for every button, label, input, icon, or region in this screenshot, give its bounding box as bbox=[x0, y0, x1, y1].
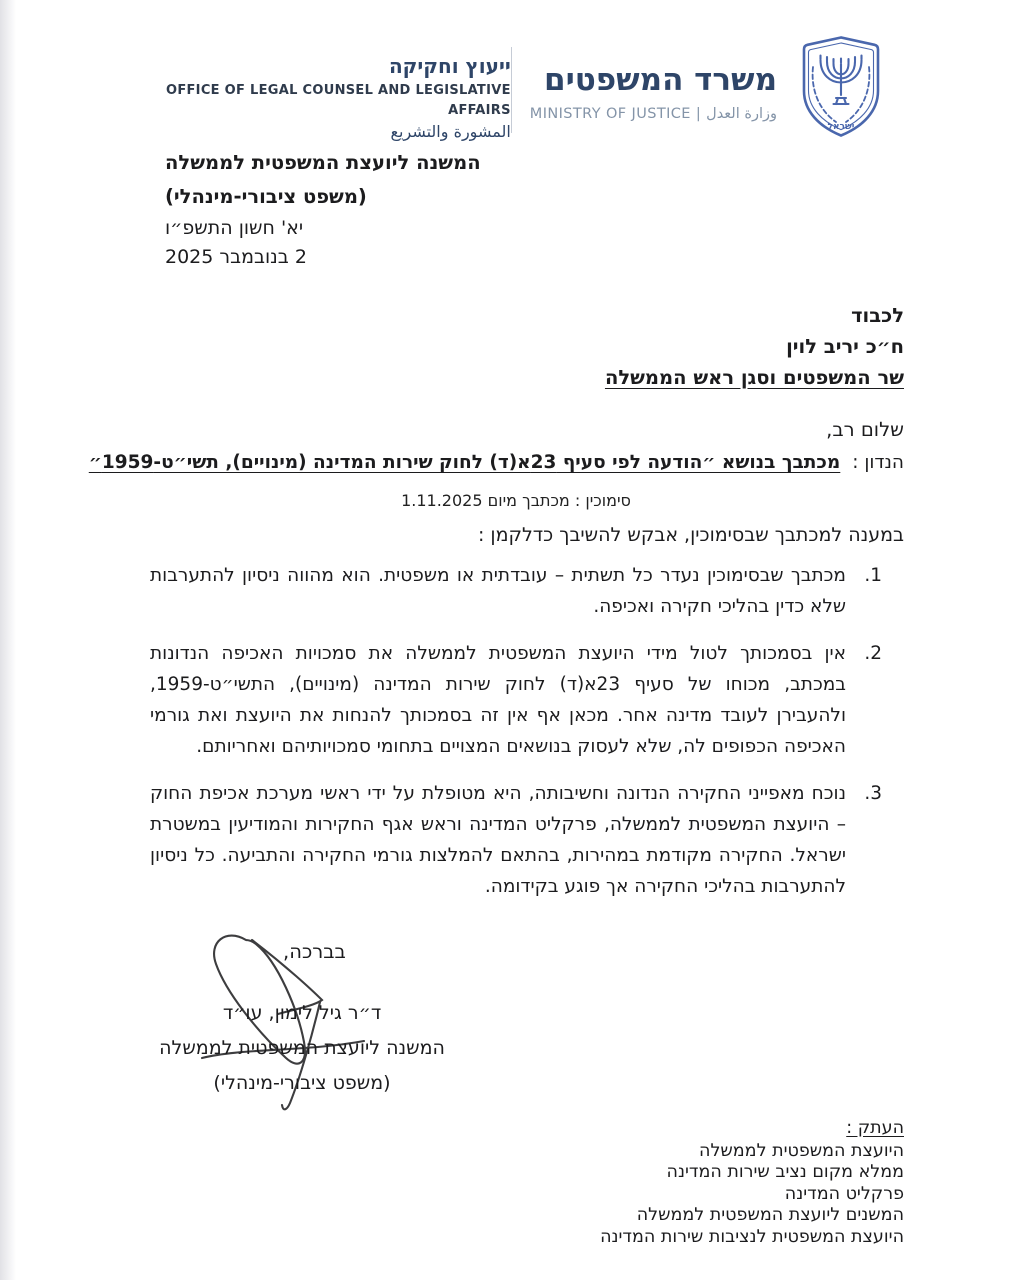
valediction: בברכה, bbox=[283, 940, 346, 963]
ministry-logo-group bbox=[511, 34, 887, 144]
recipient-name: ח״כ יריב לוין bbox=[786, 335, 904, 358]
recipient-block bbox=[605, 300, 904, 393]
paragraph-item bbox=[150, 638, 882, 762]
cc-label: העתק : bbox=[846, 1118, 904, 1138]
subject-label: הנדון : bbox=[852, 452, 904, 473]
signer-title-line1: המשנה ליועצת המשפטית לממשלה bbox=[159, 1037, 445, 1059]
paragraph-number: 2. bbox=[864, 643, 882, 664]
intro-line: במענה למכתבך שבסימוכין, אבקש להשיבך כדלקמן : bbox=[477, 524, 904, 546]
recipient-role: שר המשפטים וסגן ראש הממשלה bbox=[604, 366, 904, 389]
department-name-hebrew: ייעוץ וחקיקה bbox=[388, 54, 511, 78]
subject-line bbox=[89, 452, 904, 473]
cc-entry: ממלא מקום נציב שירות המדינה bbox=[666, 1162, 904, 1182]
signer-title-line2: (משפט ציבורי-מינהלי) bbox=[213, 1072, 391, 1094]
cc-block bbox=[600, 1118, 904, 1248]
letterhead bbox=[160, 34, 887, 144]
ministry-name-block bbox=[530, 62, 777, 122]
recipient-honorific: לכבוד bbox=[851, 304, 904, 327]
department-block bbox=[160, 54, 511, 143]
subject-text: מכתבך בנושא ״הודעה לפי סעיף 23א(ד) לחוק שירות המדינה (מינויים), תשי״ט-1959״ bbox=[88, 452, 841, 473]
reference-line: סימוכין : מכתבך מיום 1.11.2025 bbox=[401, 491, 631, 510]
israel-state-emblem-icon bbox=[795, 34, 887, 144]
cc-entry: היועצת המשפטית לממשלה bbox=[699, 1140, 904, 1161]
paragraph-item bbox=[150, 560, 882, 622]
sender-title-line2: (משפט ציבורי-מינהלי) bbox=[165, 185, 367, 208]
gregorian-date: 2 בנובמבר 2025 bbox=[165, 246, 307, 268]
letterhead-divider bbox=[511, 47, 512, 133]
signer-block bbox=[156, 996, 448, 1101]
cc-entry: היועצת המשפטית לנציבות שירות המדינה bbox=[600, 1226, 904, 1247]
department-name-english: OFFICE OF LEGAL COUNSEL AND LEGISLATIVE AFFAIRS bbox=[165, 83, 511, 118]
paragraph-text: מכתבך שבסימוכין נעדר כל תשתית – עובדתית או משפטית. הוא מהווה ניסיון להתערבות שלא כדין בהליכי חקירה ואכיפה. bbox=[150, 565, 846, 617]
salutation: שלום רב, bbox=[826, 418, 904, 441]
emblem-label: ישראל bbox=[827, 122, 855, 132]
cc-entry: המשנים ליועצת המשפטית לממשלה bbox=[636, 1205, 904, 1225]
sender-block bbox=[165, 146, 481, 272]
paragraph-number: 3. bbox=[864, 783, 882, 804]
paragraph-text: אין בסמכותך לטול מידי היועצת המשפטית לממשלה את סמכויות האכיפה הנדונות במכתב, מכוחו של סעיף 23א(ד) לחוק שירות המדינה (מינויים), התשי״ט-1959, ולהעבירן לעובד מדינה אחר. מכאן אף אין זה בסמכותך להנחות את היועצת ואת גורמי האכיפה הכפופים לה, שלא לעסוק בנושאים המצויים בתחומי סמכויותיהם ואחריותם. bbox=[150, 643, 846, 757]
paragraph-list bbox=[150, 560, 882, 918]
paragraph-text: נוכח מאפייני החקירה הנדונה וחשיבותה, היא מטופלת על ידי ראשי מערכת אכיפת החוק – היועצת המשפטית לממשלה, פרקליט המדינה וראש אגף החקירות והמודיעין במשטרת ישראל. החקירה מקודמת במהירות, בהתאם להמלצות גורמי החקירה והתביעה. כל ניסיון להתערבות בהליכי החקירה אך פוגע בקידומה. bbox=[150, 783, 846, 897]
signer-name: ד״ר גיל לימון, עו״ד bbox=[222, 1002, 382, 1024]
ministry-name-english-arabic: MINISTRY OF JUSTICE | وزارة العدل bbox=[529, 106, 777, 122]
paragraph-number: 1. bbox=[864, 565, 882, 586]
ministry-name-hebrew: משרד המשפטים bbox=[543, 62, 777, 98]
department-name-arabic: المشورة والتشريع bbox=[390, 122, 511, 141]
sender-title-line1: המשנה ליועצת המשפטית לממשלה bbox=[165, 151, 481, 174]
cc-entry: פרקליט המדינה bbox=[784, 1183, 904, 1204]
hebrew-date: יא' חשון התשפ״ו bbox=[165, 217, 304, 239]
paragraph-item bbox=[150, 778, 882, 902]
